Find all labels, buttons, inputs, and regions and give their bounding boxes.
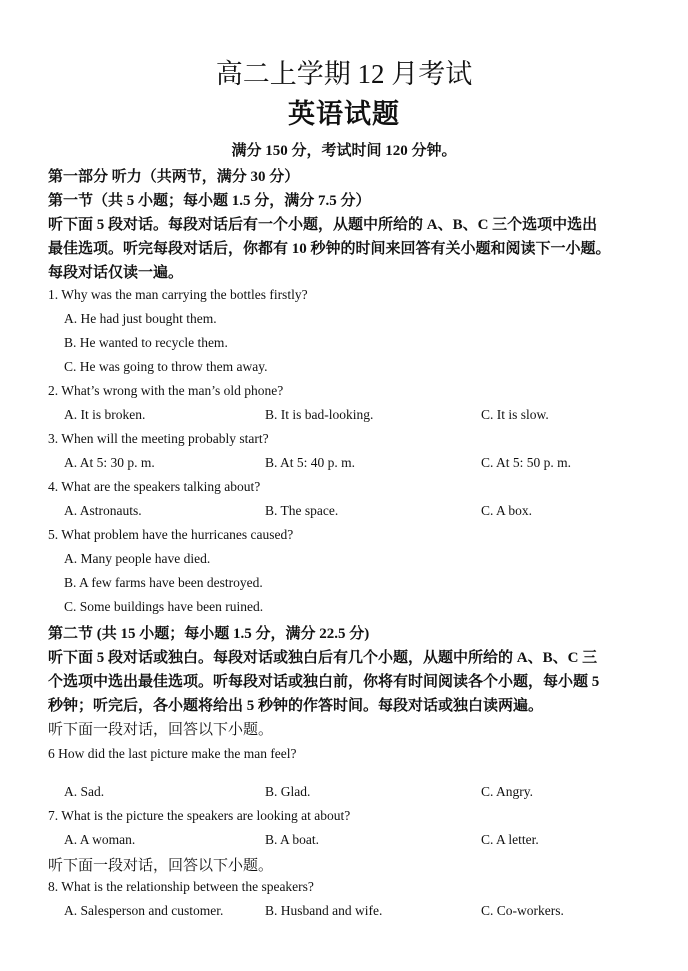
question-stem: 4. What are the speakers talking about?: [48, 479, 261, 494]
section2-instruction-line: 个选项中选出最佳选项。听每段对话或独白前，你将有时间阅读各个小题，每小题 5: [48, 674, 600, 690]
answer-option: B. Glad.: [265, 784, 311, 799]
answer-option: C. At 5: 50 p. m.: [481, 455, 572, 470]
answer-option: B. The space.: [265, 503, 339, 518]
answer-option: A. He had just bought them.: [64, 311, 217, 326]
question-stem: 5. What problem have the hurricanes caused?: [48, 527, 294, 542]
section1-instruction-line: 每段对话仅读一遍。: [48, 265, 184, 281]
listening-prompt: 听下面一段对话，回答以下小题。: [48, 722, 274, 738]
section1-instruction-line: 最佳选项。听完每段对话后，你都有 10 秒钟的时间来回答有关小题和阅读下一小题。: [48, 241, 611, 257]
answer-option: A. At 5: 30 p. m.: [64, 455, 155, 470]
answer-option: B. A boat.: [265, 832, 320, 847]
answer-option: A. Salesperson and customer.: [64, 903, 224, 918]
exam-subject-title: 英语试题: [288, 99, 400, 129]
answer-option: B. It is bad-looking.: [265, 407, 374, 422]
section2-heading: 第二节 (共 15 小题；每小题 1.5 分，满分 22.5 分): [48, 626, 370, 642]
question-stem: 1. Why was the man carrying the bottles firstly?: [48, 287, 308, 302]
answer-option: C. Angry.: [481, 784, 534, 799]
listening-prompt: 听下面一段对话，回答以下小题。: [48, 858, 274, 874]
section1-heading: 第一节（共 5 小题；每小题 1.5 分，满分 7.5 分）: [48, 193, 371, 209]
question-stem: 8. What is the relationship between the speakers?: [48, 879, 314, 894]
question-stem: 3. When will the meeting probably start?: [48, 431, 269, 446]
question-stem: 7. What is the picture the speakers are looking at about?: [48, 808, 351, 823]
answer-option: A. Astronauts.: [64, 503, 142, 518]
section1-instruction-line: 听下面 5 段对话。每段对话后有一个小题，从题中所给的 A、B、C 三个选项中选出: [48, 217, 598, 233]
question-stem: 2. What’s wrong with the man’s old phone?: [48, 383, 284, 398]
answer-option: C. A letter.: [481, 832, 539, 847]
answer-option: B. Husband and wife.: [265, 903, 383, 918]
answer-option: A. It is broken.: [64, 407, 146, 422]
answer-option: A. Sad.: [64, 784, 105, 799]
answer-option: C. It is slow.: [481, 407, 549, 422]
answer-option: A. A woman.: [64, 832, 136, 847]
exam-info: 满分 150 分，考试时间 120 分钟。: [231, 143, 457, 159]
question-stem: 6 How did the last picture make the man feel?: [48, 746, 297, 761]
answer-option: B. A few farms have been destroyed.: [64, 575, 263, 590]
exam-title: 高二上学期 12 月考试: [215, 59, 473, 89]
answer-option: B. At 5: 40 p. m.: [265, 455, 356, 470]
section2-instruction-line: 听下面 5 段对话或独白。每段对话或独白后有几个小题，从题中所给的 A、B、C 三: [48, 650, 598, 666]
part1-heading: 第一部分 听力（共两节，满分 30 分）: [48, 169, 300, 185]
answer-option: C. Some buildings have been ruined.: [64, 599, 264, 614]
answer-option: C. A box.: [481, 503, 533, 518]
section2-instruction-line: 秒钟；听完后，各小题将给出 5 秒钟的作答时间。每段对话或独白读两遍。: [48, 698, 544, 714]
answer-option: C. Co-workers.: [481, 903, 564, 918]
answer-option: B. He wanted to recycle them.: [64, 335, 228, 350]
answer-option: A. Many people have died.: [64, 551, 211, 566]
answer-option: C. He was going to throw them away.: [64, 359, 268, 374]
